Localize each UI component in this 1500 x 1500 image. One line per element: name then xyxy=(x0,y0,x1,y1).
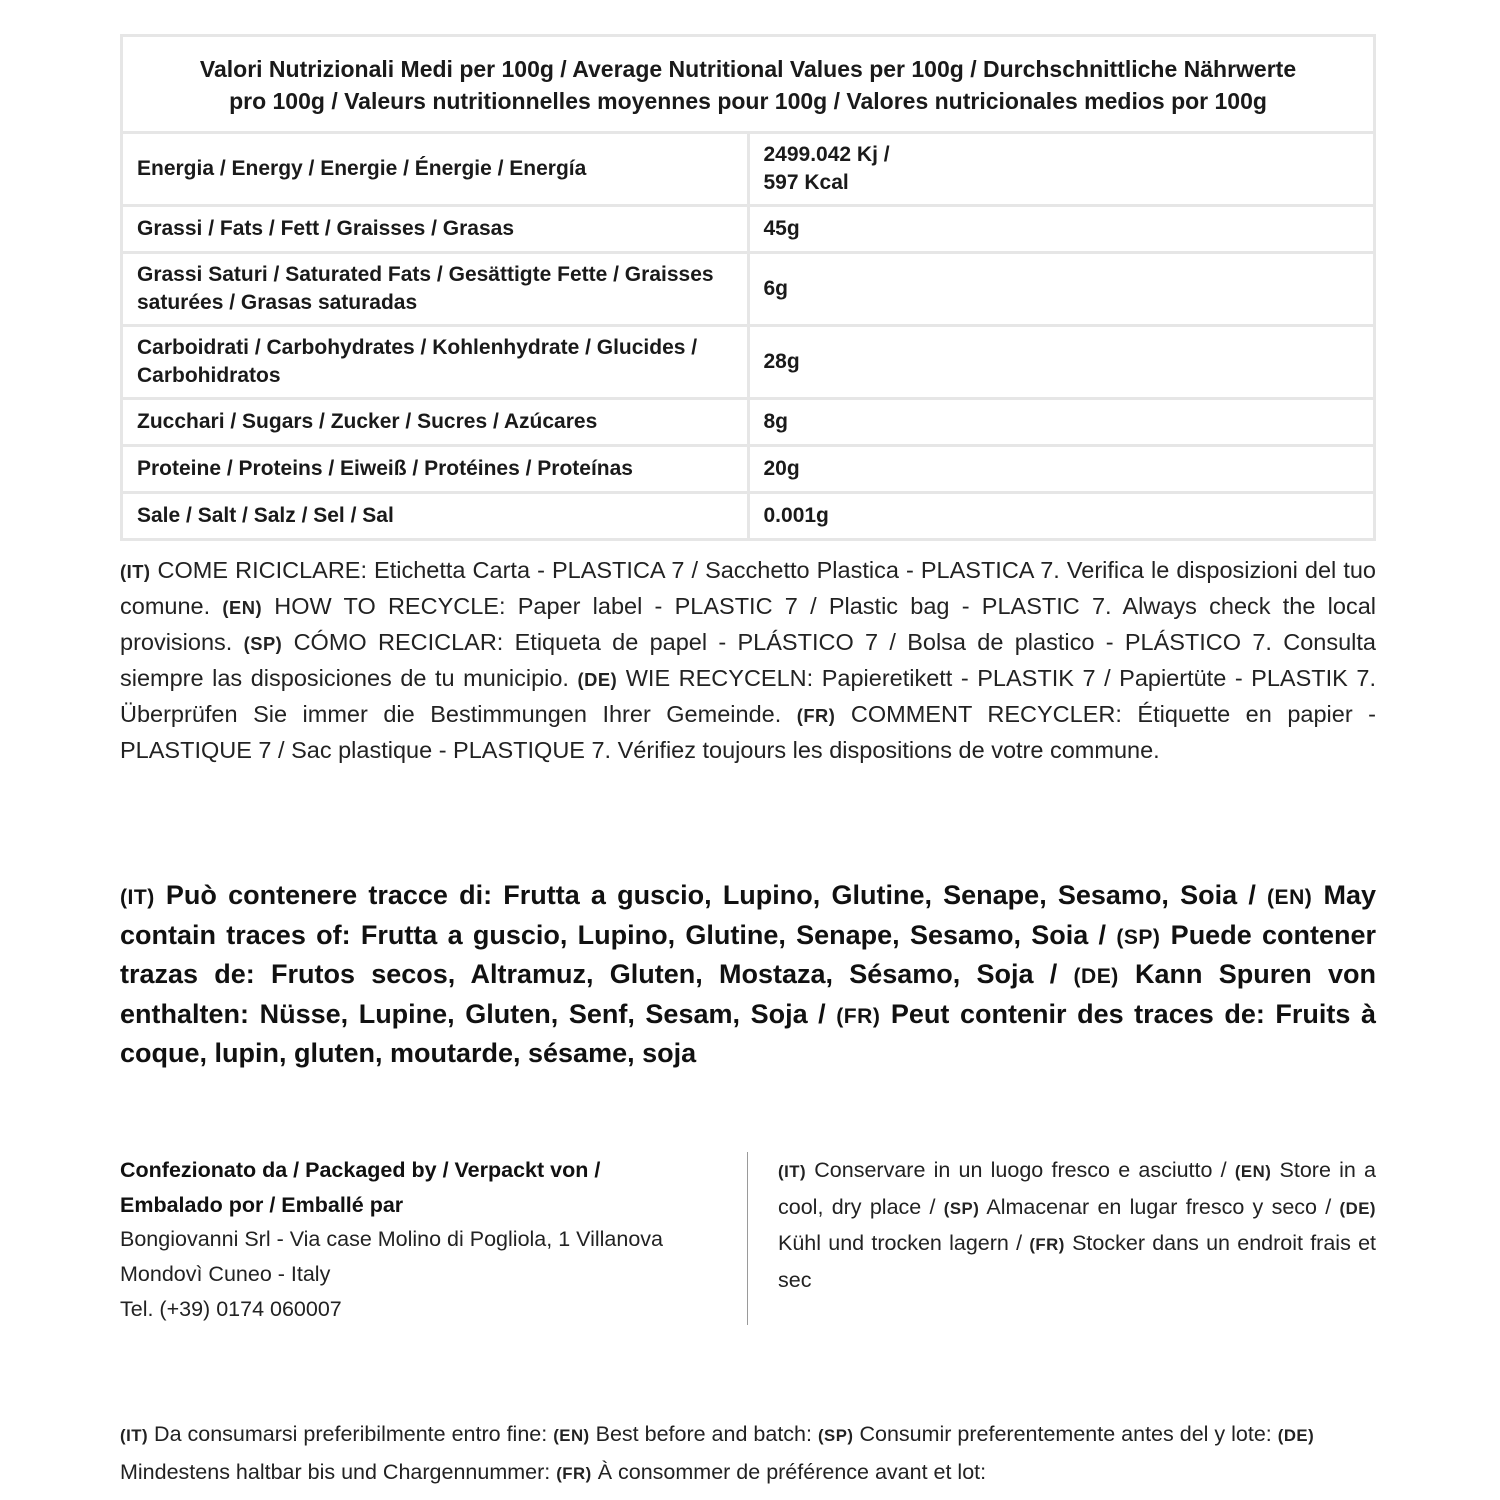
row-label: Zucchari / Sugars / Zucker / Sucres / Azúcares xyxy=(122,399,749,446)
table-row-carbohydrates xyxy=(122,326,1375,399)
lang-tag-fr: (FR) xyxy=(1029,1235,1065,1255)
lang-tag-sp: (SP) xyxy=(943,1198,980,1218)
table-row-energy xyxy=(122,133,1375,206)
row-label: Sale / Salt / Salz / Sel / Sal xyxy=(122,493,749,540)
packager-address-line1: Bongiovanni Srl - Via case Molino di Pogliola, 1 Villanova xyxy=(120,1227,664,1252)
recycling-sp: CÓMO RECICLAR: Etiqueta de papel - PLÁSTICO 7 / Bolsa de plastico - PLÁSTICO 7. Consulta siempre las disposiciones de tu municipio. xyxy=(120,629,1376,691)
row-label: Energia / Energy / Energie / Énergie / Energía xyxy=(122,133,749,206)
packager-heading-line1: Confezionato da / Packaged by / Verpackt von / xyxy=(120,1158,601,1182)
row-label: Carboidrati / Carbohydrates / Kohlenhydrate / Glucides / Carbohidratos xyxy=(122,326,749,399)
storage-sp: Almacenar en lugar fresco y seco / xyxy=(979,1194,1340,1219)
packager-address-line2: Mondovì Cuneo - Italy xyxy=(120,1262,331,1287)
allergens-de: Kann Spuren von enthalten: Nüsse, Lupine, Gluten, Senf, Sesam, Soja / xyxy=(120,959,1376,1029)
recycling-en: HOW TO RECYCLE: Paper label - PLASTIC 7 / Plastic bag - PLASTIC 7. Always check the local provisions. xyxy=(120,593,1376,655)
nutrition-table xyxy=(120,34,1376,541)
lang-tag-en: (EN) xyxy=(553,1426,590,1445)
lang-tag-fr: (FR) xyxy=(796,705,836,726)
table-row-sugars xyxy=(122,399,1375,446)
storage-de: Kühl und trocken lagern / xyxy=(778,1231,1030,1256)
recycling-instructions xyxy=(120,553,1376,767)
lang-tag-sp: (SP) xyxy=(243,633,283,654)
table-row-saturated-fats xyxy=(122,253,1375,326)
row-label: Grassi / Fats / Fett / Graisses / Grasas xyxy=(122,206,749,253)
row-value: 20g xyxy=(748,446,1375,493)
lang-tag-de: (DE) xyxy=(1073,965,1119,988)
lang-tag-it: (IT) xyxy=(120,1426,149,1445)
lang-tag-fr: (FR) xyxy=(556,1464,592,1483)
lang-tag-en: (EN) xyxy=(222,597,263,618)
best-before-en: Best before and batch: xyxy=(589,1422,818,1446)
lang-tag-en: (EN) xyxy=(1267,886,1313,909)
best-before-text xyxy=(120,1416,1376,1492)
row-value: 45g xyxy=(748,206,1375,253)
allergens-en: May contain traces of: Frutta a guscio, Lupino, Glutine, Senape, Sesamo, Soia / xyxy=(120,880,1376,950)
lang-tag-de: (DE) xyxy=(1277,1426,1315,1445)
lang-tag-en: (EN) xyxy=(1234,1162,1272,1181)
best-before-sp: Consumir preferentemente antes del y lote: xyxy=(853,1422,1278,1446)
lang-tag-sp: (SP) xyxy=(1116,925,1161,949)
allergen-warning xyxy=(120,877,1376,1073)
storage-fr: Stocker dans un endroit frais et sec xyxy=(778,1231,1376,1293)
row-value xyxy=(748,133,1375,206)
lang-tag-it: (IT) xyxy=(778,1162,807,1181)
allergens-fr: Peut contenir des traces de: Fruits à coque, lupin, gluten, moutarde, sésame, soja xyxy=(120,998,1376,1068)
packager-phone: Tel. (+39) 0174 060007 xyxy=(120,1296,342,1321)
table-row-salt xyxy=(122,493,1375,540)
best-before-de: Mindestens haltbar bis und Chargennummer: xyxy=(120,1460,557,1484)
nutrition-header xyxy=(122,36,1375,133)
nutrition-header-row xyxy=(122,36,1375,133)
best-before-it: Da consumarsi preferibilmente entro fine: xyxy=(148,1422,554,1446)
storage-instructions xyxy=(778,1153,1376,1298)
nutrition-header-line2: pro 100g / Valeurs nutritionnelles moyennes pour 100g / Valores nutricionales medios por 100g xyxy=(229,88,1267,114)
row-label: Grassi Saturi / Saturated Fats / Gesättigte Fette / Graisses saturées / Grasas saturadas xyxy=(122,253,749,326)
allergens-sp: Puede contener trazas de: Frutos secos, Altramuz, Gluten, Mostaza, Sésamo, Soja / xyxy=(120,919,1377,989)
lang-tag-sp: (SP) xyxy=(817,1426,854,1445)
energy-kcal: 597 Kcal xyxy=(763,171,849,194)
row-value: 8g xyxy=(748,399,1375,446)
allergens-it: Può contenere tracce di: Frutta a guscio, Lupino, Glutine, Senape, Sesamo, Soia / xyxy=(154,880,1268,910)
energy-kj: 2499.042 Kj / xyxy=(763,143,890,166)
recycling-fr: COMMENT RECYCLER: Étiquette en papier - PLASTIQUE 7 / Sac plastique - PLASTIQUE 7. Vérifiez toujours les dispositions de votre commune. xyxy=(120,701,1376,763)
recycling-it: COME RICICLARE: Etichetta Carta - PLASTICA 7 / Sacchetto Plastica - PLASTICA 7. Verifica le disposizioni del tuo comune. xyxy=(120,557,1376,619)
storage-it: Conservare in un luogo fresco e asciutto / xyxy=(806,1158,1235,1182)
lang-tag-fr: (FR) xyxy=(836,1004,881,1028)
table-row-fats xyxy=(122,206,1375,253)
row-value: 0.001g xyxy=(748,493,1375,540)
packager-info xyxy=(120,1153,720,1327)
best-before-fr: À consommer de préférence avant et lot: xyxy=(591,1460,987,1484)
packager-heading-line2: Embalado por / Emballé par xyxy=(120,1192,404,1217)
lang-tag-it: (IT) xyxy=(120,561,151,582)
lang-tag-de: (DE) xyxy=(1339,1198,1377,1218)
lang-tag-de: (DE) xyxy=(577,669,618,690)
row-label: Proteine / Proteins / Eiweiß / Protéines / Proteínas xyxy=(122,446,749,493)
column-divider xyxy=(747,1152,748,1325)
nutrition-header-line1: Valori Nutrizionali Medi per 100g / Average Nutritional Values per 100g / Durchschnittliche Nährwerte xyxy=(199,56,1297,82)
row-value: 6g xyxy=(748,253,1375,326)
row-value: 28g xyxy=(748,326,1375,399)
storage-en: Store in a cool, dry place / xyxy=(778,1158,1376,1219)
table-row-proteins xyxy=(122,446,1375,493)
recycling-de: WIE RECYCELN: Papieretikett - PLASTIK 7 / Papiertüte - PLASTIK 7. Überprüfen Sie immer die Bestimmungen Ihrer Gemeinde. xyxy=(120,665,1376,727)
lang-tag-it: (IT) xyxy=(120,886,155,909)
